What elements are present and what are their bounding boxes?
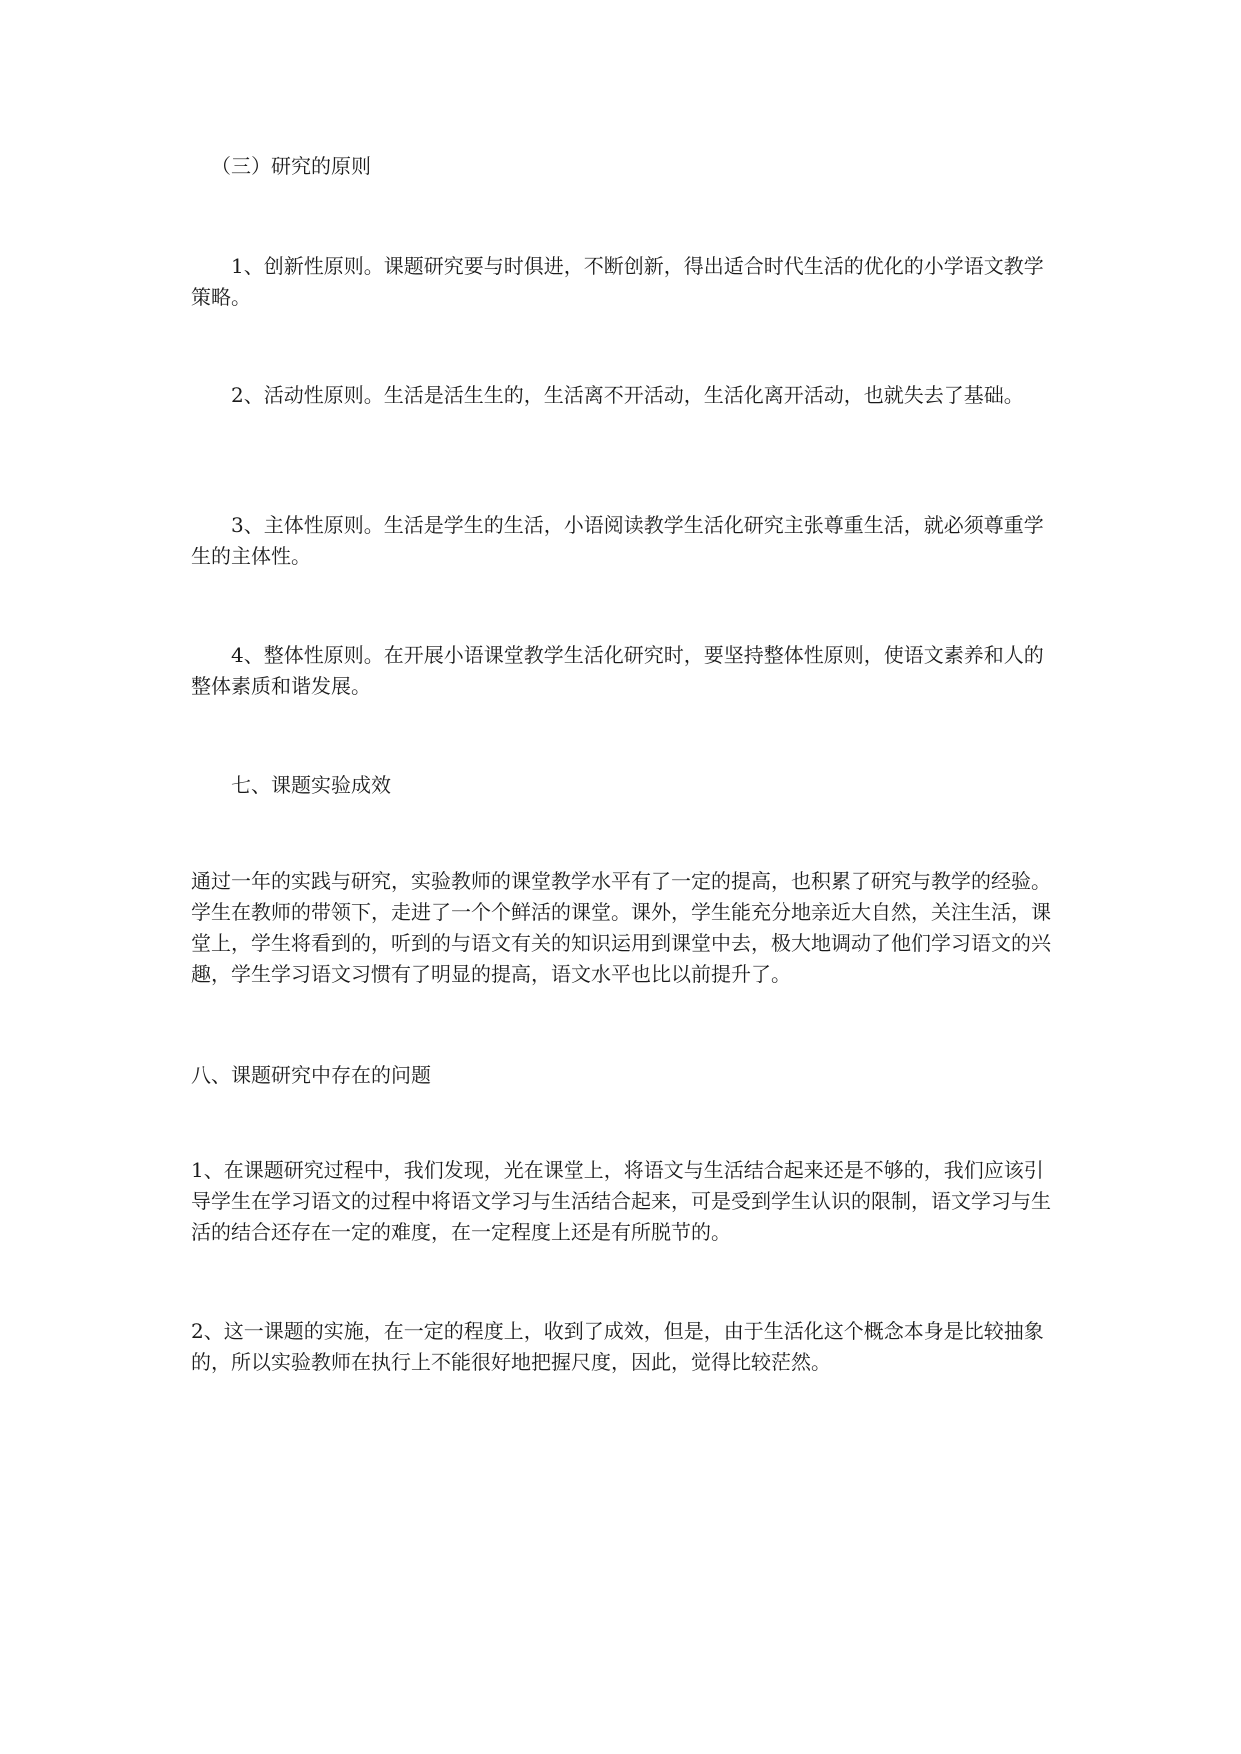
- problem-item-1: 1、在课题研究过程中，我们发现，光在课堂上，将语文与生活结合起来还是不够的，我们应该引导学生在学习语文的过程中将语文学习与生活结合起来，可是受到学生认识的限制，语文学习与生活的结合还存在一定的难度，在一定程度上还是有所脱节的。: [191, 1158, 1051, 1244]
- principle-subject: 3、主体性原则。生活是学生的生活，小语阅读教学生活化研究主张尊重生活，就必须尊重学生的主体性。: [191, 513, 1044, 568]
- section-heading-principles: （三）研究的原则: [211, 154, 371, 178]
- principle-innovation: 1、创新性原则。课题研究要与时俱进，不断创新，得出适合时代生活的优化的小学语文教学策略。: [191, 254, 1044, 309]
- results-paragraph: 通过一年的实践与研究，实验教师的课堂教学水平有了一定的提高，也积累了研究与教学的经验。学生在教师的带领下，走进了一个个鲜活的课堂。课外，学生能充分地亲近大自然，关注生活，课堂上，学生将看到的，听到的与语文有关的知识运用到课堂中去，极大地调动了他们学习语文的兴趣，学生学习语文习惯有了明显的提高，语文水平也比以前提升了。: [191, 869, 1051, 986]
- section-heading-problems: 八、课题研究中存在的问题: [191, 1063, 431, 1087]
- principle-integrity: 4、整体性原则。在开展小语课堂教学生活化研究时，要坚持整体性原则，使语文素养和人的整体素质和谐发展。: [191, 643, 1044, 698]
- section-heading-results: 七、课题实验成效: [231, 773, 391, 797]
- principle-activity: 2、活动性原则。生活是活生生的，生活离不开活动，生活化离开活动，也就失去了基础。: [231, 383, 1024, 407]
- problem-item-2: 2、这一课题的实施，在一定的程度上，收到了成效，但是，由于生活化这个概念本身是比较抽象的，所以实验教师在执行上不能很好地把握尺度，因此，觉得比较茫然。: [191, 1319, 1044, 1374]
